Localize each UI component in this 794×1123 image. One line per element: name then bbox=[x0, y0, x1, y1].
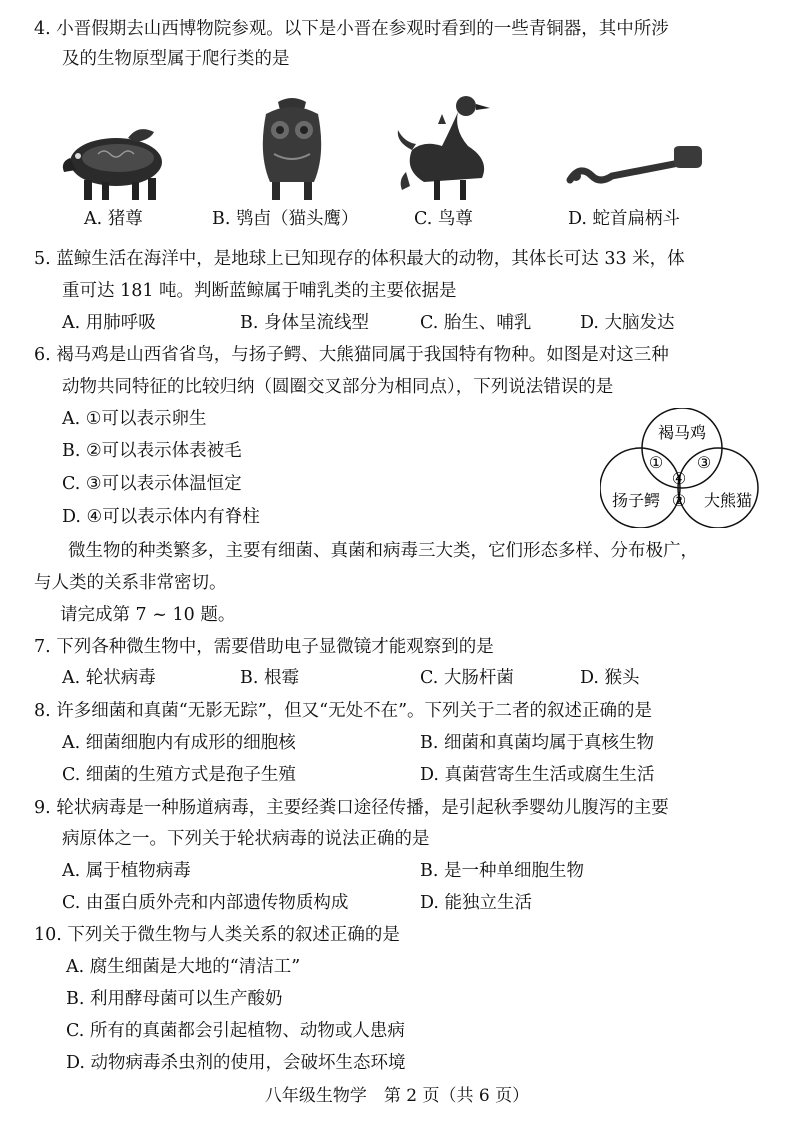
q5-stem-line2: 重可达 181 吨。判断蓝鲸属于哺乳类的主要依据是 bbox=[62, 281, 457, 301]
q8-option-b: B. 细菌和真菌均属于真核生物 bbox=[420, 733, 654, 753]
q10-option-d: D. 动物病毒杀虫剂的使用，会破坏生态环境 bbox=[66, 1053, 406, 1073]
q7-option-a: A. 轮状病毒 bbox=[62, 668, 156, 688]
q7-option-d: D. 猴头 bbox=[580, 668, 640, 688]
q8-option-c: C. 细菌的生殖方式是孢子生殖 bbox=[62, 765, 296, 785]
q5-option-d: D. 大脑发达 bbox=[580, 313, 675, 333]
q5-stem-line1: 5. 蓝鲸生活在海洋中，是地球上已知现存的体积最大的动物，其体长可达 33 米，体 bbox=[34, 249, 685, 269]
q10-stem-line1: 10. 下列关于微生物与人类关系的叙述正确的是 bbox=[34, 925, 400, 945]
q6-option-c: C. ③可以表示体温恒定 bbox=[62, 474, 242, 494]
intro-line1: 微生物的种类繁多，主要有细菌、真菌和病毒三大类，它们形态多样、分布极广， bbox=[68, 541, 698, 561]
q7-stem-line1: 7. 下列各种微生物中，需要借助电子显微镜才能观察到的是 bbox=[34, 637, 494, 657]
snake-ladle-image bbox=[564, 140, 706, 200]
q7-option-c: C. 大肠杆菌 bbox=[420, 668, 514, 688]
intro-line3: 请完成第 7 ~ 10 题。 bbox=[60, 605, 236, 625]
q5-option-c: C. 胎生、哺乳 bbox=[420, 313, 532, 333]
q10-option-c: C. 所有的真菌都会引起植物、动物或人患病 bbox=[66, 1021, 405, 1041]
pig-vessel-image bbox=[58, 118, 176, 204]
q9-option-b: B. 是一种单细胞生物 bbox=[420, 861, 584, 881]
q9-option-c: C. 由蛋白质外壳和内部遗传物质构成 bbox=[62, 893, 349, 913]
venn-label-right: 大熊猫 bbox=[703, 491, 753, 510]
q10-option-a: A. 腐生细菌是大地的“清洁工” bbox=[66, 957, 301, 977]
page-footer: 八年级生物学 第 2 页（共 6 页） bbox=[264, 1086, 530, 1106]
q5-option-b: B. 身体呈流线型 bbox=[240, 313, 369, 333]
venn-circle-right bbox=[678, 448, 758, 528]
q4-option-b: B. 鸮卣（猫头鹰） bbox=[212, 209, 359, 229]
q4-option-c: C. 鸟尊 bbox=[414, 209, 473, 229]
q6-option-a: A. ①可以表示卵生 bbox=[62, 409, 207, 429]
q8-option-a: A. 细菌细胞内有成形的细胞核 bbox=[62, 733, 296, 753]
venn-region-2: ② bbox=[671, 491, 687, 510]
q6-stem-line2: 动物共同特征的比较归纳（圆圈交叉部分为相同点），下列说法错误的是 bbox=[62, 377, 614, 397]
q6-option-d: D. ④可以表示体内有脊柱 bbox=[62, 507, 260, 527]
q7-option-b: B. 根霉 bbox=[240, 668, 299, 688]
venn-region-4: ④ bbox=[671, 469, 687, 488]
q5-option-a: A. 用肺呼吸 bbox=[62, 313, 156, 333]
venn-label-left: 扬子鳄 bbox=[611, 491, 661, 510]
q9-stem-line1: 9. 轮状病毒是一种肠道病毒，主要经粪口途径传播，是引起秋季婴幼儿腹泻的主要 bbox=[34, 798, 669, 818]
owl-vessel-image bbox=[254, 94, 330, 204]
q9-stem-line2: 病原体之一。下列关于轮状病毒的说法正确的是 bbox=[62, 829, 430, 849]
q8-stem-line1: 8. 许多细菌和真菌“无影无踪”，但又“无处不在”。下列关于二者的叙述正确的是 bbox=[34, 701, 653, 721]
q4-option-a: A. 猪尊 bbox=[84, 209, 143, 229]
q4-option-d: D. 蛇首扁柄斗 bbox=[568, 209, 681, 229]
venn-region-3: ③ bbox=[696, 453, 712, 472]
q9-option-a: A. 属于植物病毒 bbox=[62, 861, 191, 881]
q4-stem-line2: 及的生物原型属于爬行类的是 bbox=[62, 49, 290, 69]
q6-option-b: B. ②可以表示体表被毛 bbox=[62, 441, 242, 461]
venn-label-top: 褐马鸡 bbox=[657, 423, 707, 442]
intro-line2: 与人类的关系非常密切。 bbox=[34, 573, 227, 593]
q6-stem-line1: 6. 褐马鸡是山西省省鸟，与扬子鳄、大熊猫同属于我国特有物种。如图是对这三种 bbox=[34, 345, 669, 365]
venn-diagram bbox=[600, 408, 764, 528]
venn-region-1: ① bbox=[648, 453, 664, 472]
bird-vessel-image bbox=[394, 90, 510, 204]
q8-option-d: D. 真菌营寄生生活或腐生生活 bbox=[420, 765, 655, 785]
q10-option-b: B. 利用酵母菌可以生产酸奶 bbox=[66, 989, 283, 1009]
venn-circle-left bbox=[600, 448, 680, 528]
q9-option-d: D. 能独立生活 bbox=[420, 893, 533, 913]
q4-stem-line1: 4. 小晋假期去山西博物院参观。以下是小晋在参观时看到的一些青铜器，其中所涉 bbox=[34, 19, 669, 39]
